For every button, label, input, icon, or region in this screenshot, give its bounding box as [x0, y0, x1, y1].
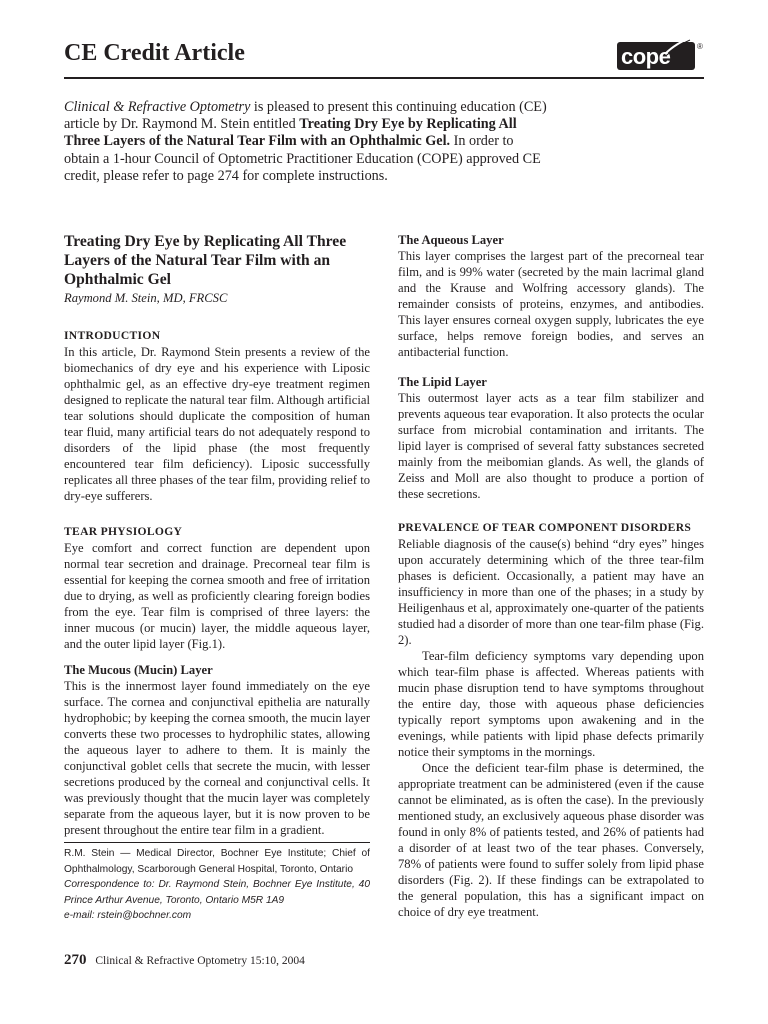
intro-text-2: In order to obtain a 1-hour Council of Optometric Practitioner Education (COPE) approved CE credit, please refer to page 274 for complete instructions. — [64, 133, 541, 184]
footnote-affiliation: R.M. Stein — Medical Director, Bochner Eye Institute; Chief of Ophthalmology, Scarborough General Hospital, Toronto, Ontario — [64, 848, 370, 875]
intro-article-title: Treating Dry Eye by Replicating All Three Layers of the Natural Tear Film with an Ophthalmic Gel. — [64, 116, 517, 150]
swoosh-icon — [661, 36, 691, 56]
cope-logo-text: cope — [621, 44, 671, 69]
footer-citation: Clinical & Refractive Optometry 15:10, 2004 — [95, 955, 305, 967]
lipid-body: This outermost layer acts as a tear film stabilizer and prevents aqueous tear evaporation. It also protects the ocular surface from microbial contamination and irritants. The lipid layer is comprised of several fatty substances secreted mainly from the meibomian glands. As well, the glands of Zeiss and Moll are also thought to produce a portion of these secretions. — [398, 391, 704, 501]
article-title: Treating Dry Eye by Replicating All Three Layers of the Natural Tear Film with an Ophthalmic Gel — [64, 233, 347, 288]
intro-paragraph — [64, 99, 552, 185]
mucous-body: This is the innermost layer found immediately on the eye surface. The cornea and conjunctival epithelia are naturally hydrophobic; by keeping the cornea smooth, the mucin layer converts these two processes to hydrophilic states, allowing the aqueous layer to adhere to them. It is mainly the conjunctival goblet cells that secrete the mucin, with lesser secretions produced by the corneal and conjunctival cells. It was previously thought that the mucin layer was completely separate from the aqueous layer, but it is now proven to be present throughout the entire tear film in a gradient. — [64, 679, 371, 837]
section-heading-mucous: The Mucous (Mucin) Layer — [64, 663, 213, 677]
article-author: Raymond M. Stein, MD, FRCSC — [64, 291, 228, 305]
section-heading-introduction: INTRODUCTION — [64, 329, 161, 342]
introduction-body: In this article, Dr. Raymond Stein presents a review of the biomechanics of dry eye and his experience with Liposic ophthalmic gel, as an effective dry-eye treatment regimen designed to replicate the natural tear film. Although artificial tear solutions should duplicate the composition of human tear fluid, many artificial tears do not adequately respond to disorders of the lipid phase (the most frequently encountered tear film deficiency). Liposic successfully replicates all three phases of the tear film, providing relief to dry-eye sufferers. — [64, 345, 370, 503]
footnote-correspondence: Correspondence to: Dr. Raymond Stein, Bochner Eye Institute, 40 Prince Arthur Avenue, Toronto, Ontario M5R 1A9 — [64, 879, 370, 906]
registered-mark: ® — [697, 42, 703, 51]
page-title: CE Credit Article — [64, 40, 245, 66]
page-footer — [64, 952, 305, 969]
left-column — [64, 232, 370, 838]
section-heading-prevalence: PREVALENCE OF TEAR COMPONENT DISORDERS — [398, 521, 692, 534]
intro-journal-name: Clinical & Refractive Optometry — [64, 99, 251, 115]
right-column — [398, 232, 704, 920]
prevalence-paragraph-1: Reliable diagnosis of the cause(s) behind “dry eyes” hinges upon accurately determining which of the three tear-film phases is deficient. Occasionally, a patient may have an insufficiency in more than one of the phases; in a study by Heiligenhaus et al, approximately one-quarter of the patients studied had a disorder of more than one tear-film phase (Fig. 2). — [398, 537, 704, 647]
footnote-rule — [64, 842, 370, 843]
footnote — [64, 846, 370, 924]
aqueous-body: This layer comprises the largest part of the precorneal tear film, and is 99% water (secreted by the main lacrimal gland and the Krause and Wolfring accessory glands). The remainder consists of proteins, enzymes, and antibodies. This layer ensures corneal oxygen supply, lubricates the eye surface, helps remove foreign bodies, and serves an antibacterial function. — [398, 249, 704, 359]
header-rule — [64, 77, 704, 79]
section-heading-tear-physiology: TEAR PHYSIOLOGY — [64, 525, 183, 538]
prevalence-paragraph-2: Tear-film deficiency symptoms vary depending upon which tear-film phase is affected. Whereas patients with mucin phase disruption tend to have symptoms throughout the entire day, those with aqueous phase deficiencies typically report symptoms upon awakening and in the evenings, while patients with lipid phase defects primarily notice their symptoms in the mornings. — [398, 649, 704, 759]
section-heading-lipid: The Lipid Layer — [398, 375, 487, 389]
section-heading-aqueous: The Aqueous Layer — [398, 233, 504, 247]
cope-logo — [617, 36, 701, 72]
prevalence-paragraph-3: Once the deficient tear-film phase is determined, the appropriate treatment can be administered (even if the cause cannot be eliminated, as is often the case). In the previously mentioned study, an exclusively aqueous phase disorder was found in only 8% of patients tested, and 26% of patients had a disorder of at least two of the tear phases. Conversely, 78% of patients were found to suffer solely from lipid phase disorders (Fig. 2). If these findings can be extrapolated to the general population, this has a significant impact on choice of dry eye treatment. — [398, 761, 704, 919]
tear-physiology-body: Eye comfort and correct function are dependent upon normal tear secretion and drainage. Precorneal tear film is essential for keeping the cornea smooth and free of irritation due to drying, as well as proficiently clearing foreign bodies from the eye. Tear film is comprised of three layers: the inner mucous (or mucin) layer, the middle aqueous layer, and the outer lipid layer (Fig.1). — [64, 541, 370, 651]
intro-text-1: is pleased to present this continuing education (CE) article by Dr. Raymond M. Stein entitled — [64, 99, 547, 133]
page-number: 270 — [64, 952, 87, 968]
footnote-email: e-mail: rstein@bochner.com — [64, 910, 192, 921]
